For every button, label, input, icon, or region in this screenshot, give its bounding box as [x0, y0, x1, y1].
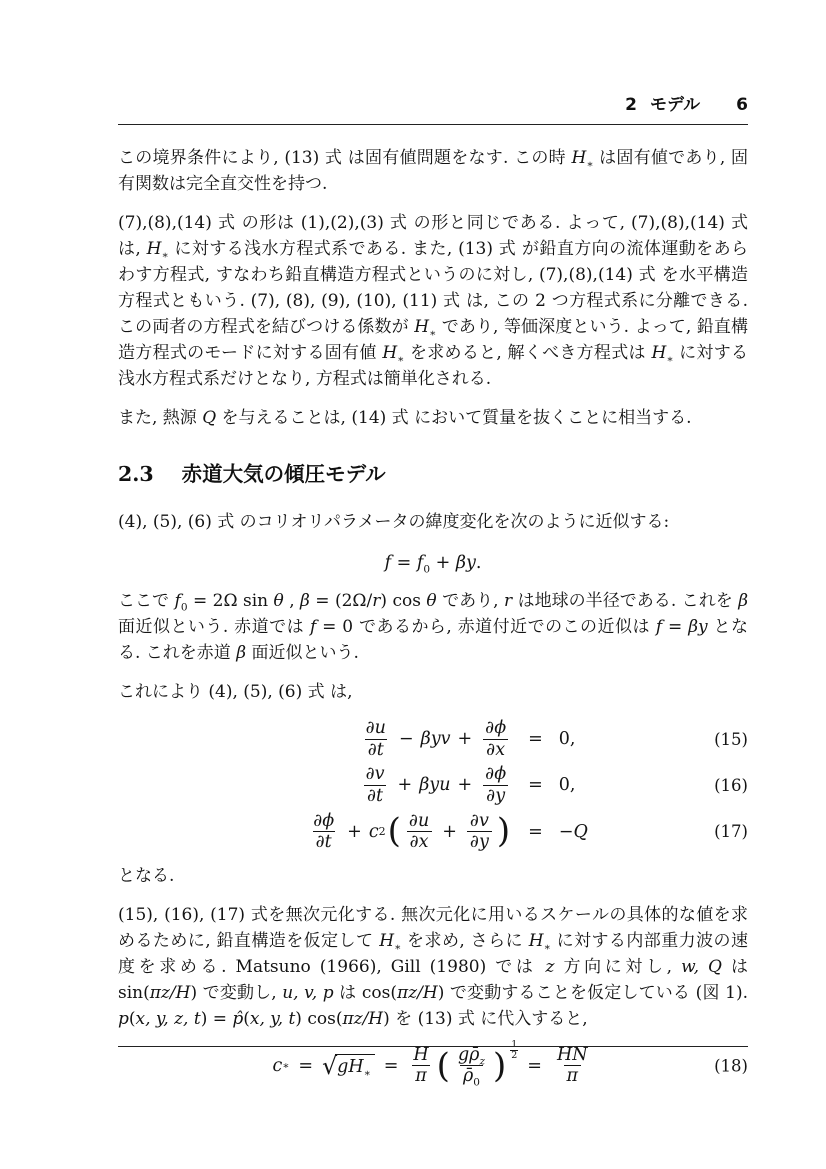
- left-paren: (: [436, 1045, 450, 1086]
- running-header: [118, 90, 748, 125]
- fraction-denominator: ∂t: [313, 831, 335, 853]
- header-section-number: 2: [625, 95, 637, 115]
- fraction-numerator: ∂v: [365, 764, 385, 785]
- equation-18: c ∗ = √ $gH_∗$ = $\frac{H}{\pi}$ ( $\frac{g\rhō_z}{\rhō_0}$ ) $\frac{1}{2}$ = $\frac{HN}{\pi}$ (18): [272, 1038, 748, 1089]
- equation-15-rhs: [559, 729, 748, 749]
- equals-sign: =: [383, 1055, 399, 1076]
- fraction-du-dx: [406, 811, 432, 853]
- operator-plus: +: [442, 821, 457, 842]
- operator-plus: +: [457, 729, 473, 750]
- equals-sign: =: [528, 729, 543, 750]
- paragraph-coriolis-approx: (4), (5), (6) 式 のコリオリパラメータの緯度変化を次のように近似する:: [118, 512, 670, 532]
- term-beta-y-u: βyu: [419, 775, 451, 796]
- fraction-denominator: π: [412, 1065, 430, 1087]
- section-number: 2.3: [118, 462, 154, 486]
- radical-sign: √: [322, 1051, 338, 1080]
- equation-16-lhs: [360, 764, 513, 806]
- rhs-value: 0,: [558, 775, 576, 796]
- operator-plus: +: [457, 775, 473, 796]
- left-paren: (: [387, 811, 401, 852]
- fraction-h-pi: [410, 1045, 431, 1087]
- header-page-number: 6: [736, 95, 748, 115]
- fraction-denominator: ∂y: [467, 831, 492, 853]
- equation-beta-plane: $f = f_0 + \beta y$.: [384, 553, 482, 576]
- equation-16-rhs: [559, 775, 748, 795]
- fraction-denominator: ∂x: [407, 831, 432, 853]
- fraction-hn-pi: [554, 1045, 591, 1087]
- equation-17-rhs: [559, 822, 748, 842]
- subscript-0: 0: [473, 1076, 480, 1089]
- equation-number-15: (15): [714, 729, 748, 749]
- paragraph-nondimensionalization: (15), (16), (17) 式を無次元化する. 無次元化に用いるスケールの具体的な値を求めるために, 鉛直構造を仮定して $H_∗$ を求め, さらに $H_∗$ に対する内部重力波の速度を求める. Matsuno (1966), Gill (1980) では z 方向に対し, w, Q は sin(πz/H) で変動し, u, v, p は cos(πz/H) で変動することを仮定している (図 1). p(x, y, z, t) = p̂(x, y, t) cos(πz/H) を (13) 式 に代入すると,: [118, 904, 749, 1029]
- equation-number-18: (18): [714, 1056, 748, 1076]
- variable-c: c: [368, 821, 379, 842]
- term-beta-y-v: βyv: [420, 729, 451, 750]
- operator-minus: −: [398, 729, 414, 750]
- fraction-dphi-dy: [482, 764, 509, 806]
- text-block: [118, 90, 748, 1087]
- square-root: [322, 1051, 375, 1080]
- fraction-numerator: H: [413, 1044, 429, 1065]
- fraction-numerator: [455, 1045, 488, 1066]
- equation-number-16: (16): [714, 775, 748, 795]
- fraction-numerator: ∂ϕ: [485, 718, 507, 738]
- equation-15-lhs: [360, 718, 513, 760]
- subscript-star: ∗: [363, 1067, 371, 1080]
- exponent-2: 2: [378, 825, 386, 839]
- paragraph-thus-equations: これにより (4), (5), (6) 式 は,: [118, 682, 353, 702]
- equation-group-15-17: [118, 718, 748, 853]
- variable-g: g: [457, 1044, 470, 1065]
- subscript-z: z: [479, 1055, 485, 1068]
- rhs-value: 0,: [558, 729, 576, 750]
- equals-sign: =: [528, 775, 543, 796]
- fraction-numerator: ∂ϕ: [313, 810, 335, 831]
- exponent-one-half: [510, 1040, 518, 1063]
- fraction-denominator: ∂x: [483, 739, 508, 761]
- footer-rule: [118, 1046, 748, 1047]
- exponent-numerator: 1: [511, 1038, 518, 1050]
- variable-q: Q: [573, 821, 588, 842]
- operator-plus: +: [397, 775, 413, 796]
- paragraph-shallow-water-system: (7),(8),(14) 式 の形は (1),(2),(3) 式 の形と同じである. よって, (7),(8),(14) 式 は, $H_∗$ に対する浅水方程式系である. また, (13) 式 が鉛直方向の流体運動をあらわす方程式, すなわち鉛直構造方程式というのに対し, (7),(8),(14) 式 を水平構造方程式ともいう. (7), (8), (9), (10), (11) 式 は, この 2 つ方程式系に分離できる. この両者の方程式を結びつける係数が $H_∗$ であり, 等価深度という. よって, 鉛直構造方程式のモードに対する固有値 $H_∗$ を求めると, 解くべき方程式は $H_∗$ に対する浅水方程式系だけとなり, 方程式は簡単化される.: [118, 213, 749, 389]
- variable-rho-bar: ρ̄: [469, 1044, 480, 1065]
- fraction-denominator: π: [564, 1065, 582, 1087]
- fraction-dphi-dx: [482, 718, 509, 760]
- section-title: 赤道大気の傾圧モデル: [181, 462, 386, 486]
- equals-sign: =: [527, 1055, 542, 1076]
- radicand-gh: gH: [337, 1056, 364, 1077]
- equation-number-17: (17): [714, 822, 748, 842]
- fraction-numerator: ∂ϕ: [485, 764, 507, 785]
- operator-plus: +: [347, 821, 362, 842]
- fraction-g-rho: [455, 1045, 488, 1087]
- fraction-numerator: ∂u: [408, 810, 430, 831]
- header-section-title: モデル: [650, 95, 701, 115]
- paragraph-heat-source: また, 熱源 Q を与えることは, (14) 式 において質量を抜くことに相当する.: [118, 408, 692, 428]
- fraction-dv-dt: [363, 764, 388, 806]
- section-heading-2-3: [118, 457, 748, 487]
- equals-sign: =: [298, 1055, 314, 1076]
- fraction-numerator: ∂v: [469, 810, 489, 831]
- equation-17-lhs: [307, 811, 512, 853]
- fraction-denominator: [460, 1065, 483, 1087]
- rhs-value: [559, 822, 588, 842]
- fraction-du-dt: [363, 718, 389, 760]
- equals-sign: =: [528, 821, 543, 842]
- fraction-numerator: ∂u: [365, 718, 386, 738]
- radicand: [335, 1054, 375, 1080]
- paragraph-tonaru: となる.: [118, 865, 175, 886]
- variable-rho-bar: ρ̄: [462, 1066, 474, 1087]
- fraction-denominator: ∂t: [365, 739, 387, 761]
- paragraph-beta-plane-explanation: ここで $f_0 = 2\Omega$ sin θ , β = (2Ω/r) cos θ であり, r は地球の半径である. これを β 面近似という. 赤道では f = 0 であるから, 赤道付近でのこの近似は f = βy となる. これを赤道 β 面近似という.: [118, 591, 749, 663]
- right-paren: ): [496, 811, 511, 852]
- paragraph-boundary-condition: この境界条件により, (13) 式 は固有値問題をなす. この時 $H_∗$ は固有値であり, 固有関数は完全直交性を持つ.: [118, 148, 748, 194]
- exponent-denominator: 2: [511, 1050, 518, 1062]
- right-paren: ): [492, 1045, 507, 1086]
- fraction-numerator: HN: [556, 1044, 588, 1065]
- operator-minus: −: [558, 821, 574, 842]
- fraction-denominator: ∂t: [364, 785, 386, 807]
- fraction-dphi-dt: [310, 811, 337, 853]
- variable-c-star: c: [272, 1055, 283, 1076]
- fraction-dv-dy: [467, 811, 492, 853]
- fraction-denominator: ∂y: [483, 785, 508, 807]
